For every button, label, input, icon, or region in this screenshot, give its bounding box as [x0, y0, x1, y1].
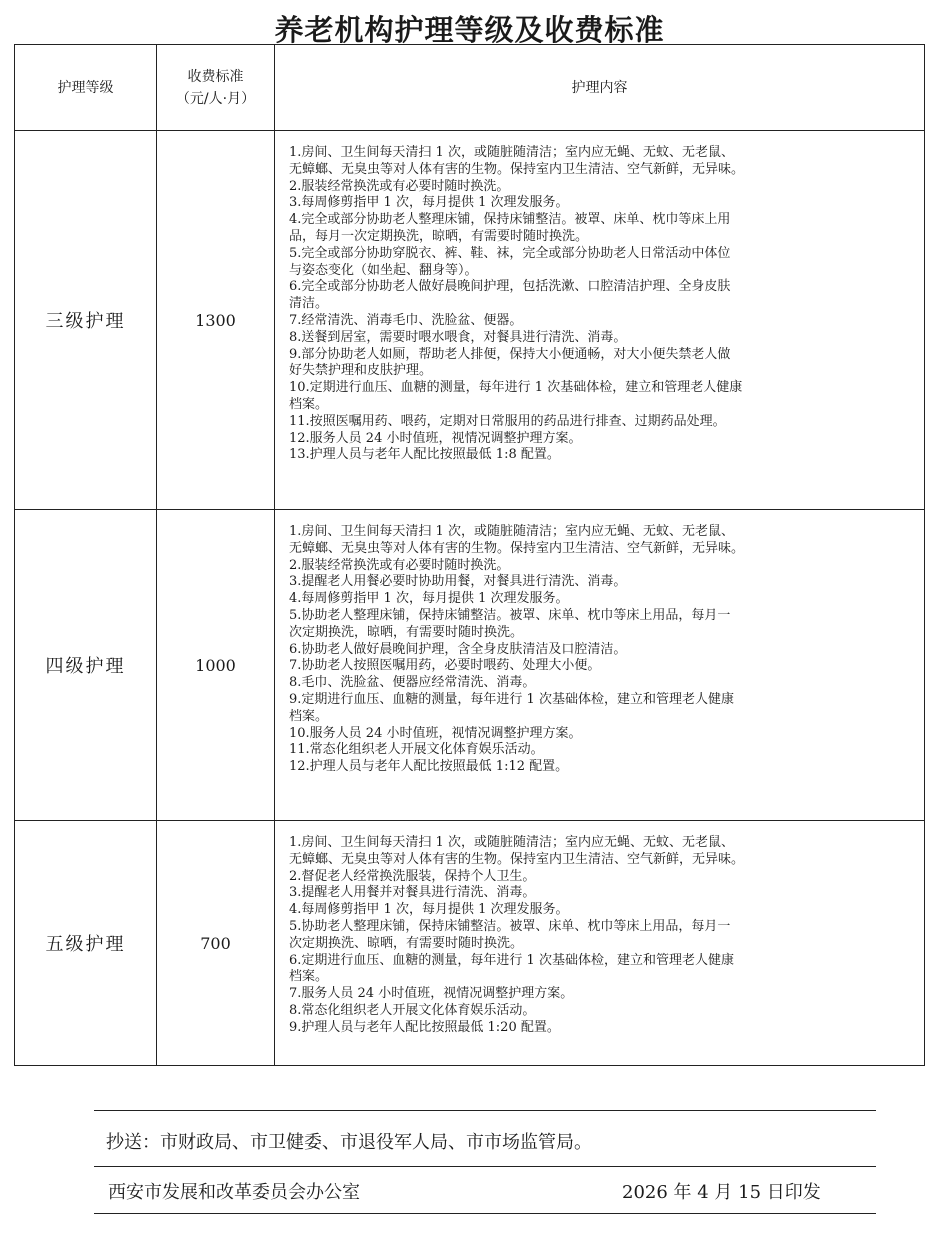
care-item-line: 7.协助老人按照医嘱用药，必要时喂药、处理大小便。 [289, 658, 601, 674]
header-fee-line2: （元/人·月） [175, 90, 256, 107]
care-item-line: 7.服务人员 24 小时值班，视情况调整护理方案。 [289, 986, 574, 1002]
care-level-cell: 五级护理 [15, 821, 157, 1066]
footer-bottom-rule [94, 1213, 876, 1214]
care-item-line: 3.每周修剪指甲 1 次，每月提供 1 次理发服务。 [289, 195, 569, 211]
care-item-line: 2.服装经常换洗或有必要时随时换洗。 [289, 557, 510, 573]
care-item-line: 7.经常清洗、消毒毛巾、洗脸盆、便器。 [289, 312, 523, 328]
care-item-line: 与姿态变化（如坐起、翻身等）。 [289, 262, 478, 278]
footer-top-rule [94, 1110, 876, 1111]
care-item-line: 5.协助老人整理床铺，保持床铺整洁。被罩、床单、枕巾等床上用品，每月一 [289, 918, 731, 934]
fee-cell: 1000 [157, 510, 275, 821]
care-item-line: 11.按照医嘱用药、喂药，定期对日常服用的药品进行排查、过期药品处理。 [289, 413, 726, 429]
care-item-line: 档案。 [289, 969, 329, 985]
care-item-line: 9.护理人员与老年人配比按照最低 1:20 配置。 [289, 1019, 560, 1035]
table-header-row [15, 45, 925, 131]
care-item-line: 次定期换洗、晾晒，有需要时随时换洗。 [289, 935, 524, 951]
care-item-line: 5.完全或部分协助穿脱衣、裤、鞋、袜，完全或部分协助老人日常活动中体位 [289, 245, 731, 261]
header-level-label: 护理等级 [57, 79, 114, 96]
care-item-line: 次定期换洗，晾晒，有需要时随时换洗。 [289, 624, 524, 640]
document-title: 养老机构护理等级及收费标准 [274, 13, 665, 47]
care-item-line: 11.常态化组织老人开展文化体育娱乐活动。 [289, 742, 544, 758]
care-item-line: 10.服务人员 24 小时值班，视情况调整护理方案。 [289, 725, 582, 741]
care-item-line: 无蟑螂、无臭虫等对人体有害的生物。保持室内卫生清洁、空气新鲜，无异味。 [289, 540, 745, 556]
care-content-cell [275, 821, 925, 1066]
care-item-line: 无蟑螂、无臭虫等对人体有害的生物。保持室内卫生清洁、空气新鲜，无异味。 [289, 851, 745, 867]
care-item-line: 2.督促老人经常换洗服装，保持个人卫生。 [289, 868, 536, 884]
care-item-line: 4.每周修剪指甲 1 次，每月提供 1 次理发服务。 [289, 902, 569, 918]
care-item-line: 13.护理人员与老年人配比按照最低 1:8 配置。 [289, 447, 560, 463]
cc-line: 抄送：市财政局、市卫健委、市退役军人局、市市场监管局。 [106, 1132, 592, 1153]
care-item-line: 6.定期进行血压、血糖的测量，每年进行 1 次基础体检，建立和管理老人健康 [289, 952, 734, 968]
care-item-line: 3.提醒老人用餐并对餐具进行清洗、消毒。 [289, 885, 536, 901]
header-content [275, 45, 925, 131]
care-item-line: 9.部分协助老人如厕，帮助老人排便，保持大小便通畅，对大小便失禁老人做 [289, 346, 731, 362]
care-item-line: 5.协助老人整理床铺，保持床铺整洁。被罩、床单、枕巾等床上用品，每月一 [289, 607, 731, 623]
care-item-line: 6.协助老人做好晨晚间护理，含全身皮肤清洁及口腔清洁。 [289, 641, 627, 657]
care-item-line: 2.服装经常换洗或有必要时随时换洗。 [289, 178, 510, 194]
care-item-line: 清洁。 [289, 296, 329, 312]
care-item-line: 无蟑螂、无臭虫等对人体有害的生物。保持室内卫生清洁、空气新鲜，无异味。 [289, 161, 745, 177]
table-row [15, 821, 925, 1066]
issuer-name: 西安市发展和改革委员会办公室 [108, 1182, 360, 1203]
care-item-line: 档案。 [289, 396, 329, 412]
care-item-line: 10.定期进行血压、血糖的测量，每年进行 1 次基础体检，建立和管理老人健康 [289, 380, 743, 396]
fee-cell: 700 [157, 821, 275, 1066]
header-fee [157, 45, 275, 131]
issue-date: 2026 年 4 月 15 日印发 [622, 1182, 821, 1203]
care-item-line: 好失禁护理和皮肤护理。 [289, 363, 433, 379]
care-item-line: 品，每月一次定期换洗，晾晒，有需要时随时换洗。 [289, 228, 589, 244]
care-item-line: 8.送餐到居室，需要时喂水喂食，对餐具进行清洗、消毒。 [289, 329, 627, 345]
care-item-line: 12.服务人员 24 小时值班，视情况调整护理方案。 [289, 430, 582, 446]
care-item-line: 1.房间、卫生间每天清扫 1 次，或随脏随清洁；室内应无蝇、无蚊、无老鼠、 [289, 145, 734, 160]
care-item-line: 9.定期进行血压、血糖的测量，每年进行 1 次基础体检，建立和管理老人健康 [289, 691, 734, 707]
fee-cell: 1300 [157, 131, 275, 510]
care-item-line: 1.房间、卫生间每天清扫 1 次，或随脏随清洁；室内应无蝇、无蚊、无老鼠、 [289, 835, 734, 850]
table-row [15, 131, 925, 510]
care-content-cell [275, 510, 925, 821]
header-content-label: 护理内容 [571, 79, 628, 96]
care-level-cell: 四级护理 [15, 510, 157, 821]
care-item-line: 6.完全或部分协助老人做好晨晚间护理，包括洗漱、口腔清洁护理、全身皮肤 [289, 279, 731, 295]
care-item-line: 1.房间、卫生间每天清扫 1 次，或随脏随清洁；室内应无蝇、无蚊、无老鼠、 [289, 524, 734, 539]
table-row [15, 510, 925, 821]
care-item-line: 4.完全或部分协助老人整理床铺，保持床铺整洁。被罩、床单、枕巾等床上用 [289, 212, 731, 228]
care-item-line: 8.常态化组织老人开展文化体育娱乐活动。 [289, 1002, 536, 1018]
care-item-line: 4.每周修剪指甲 1 次，每月提供 1 次理发服务。 [289, 591, 569, 607]
care-item-line: 3.提醒老人用餐必要时协助用餐，对餐具进行清洗、消毒。 [289, 574, 627, 590]
header-level [15, 45, 157, 131]
footer-middle-rule [94, 1166, 876, 1167]
care-item-line: 12.护理人员与老年人配比按照最低 1:12 配置。 [289, 759, 569, 775]
care-level-cell: 三级护理 [15, 131, 157, 510]
care-content-cell [275, 131, 925, 510]
fee-standard-table [14, 44, 925, 1066]
header-fee-line1: 收费标准 [187, 68, 244, 85]
care-item-line: 8.毛巾、洗脸盆、便器应经常清洗、消毒。 [289, 675, 536, 691]
care-item-line: 档案。 [289, 708, 329, 724]
